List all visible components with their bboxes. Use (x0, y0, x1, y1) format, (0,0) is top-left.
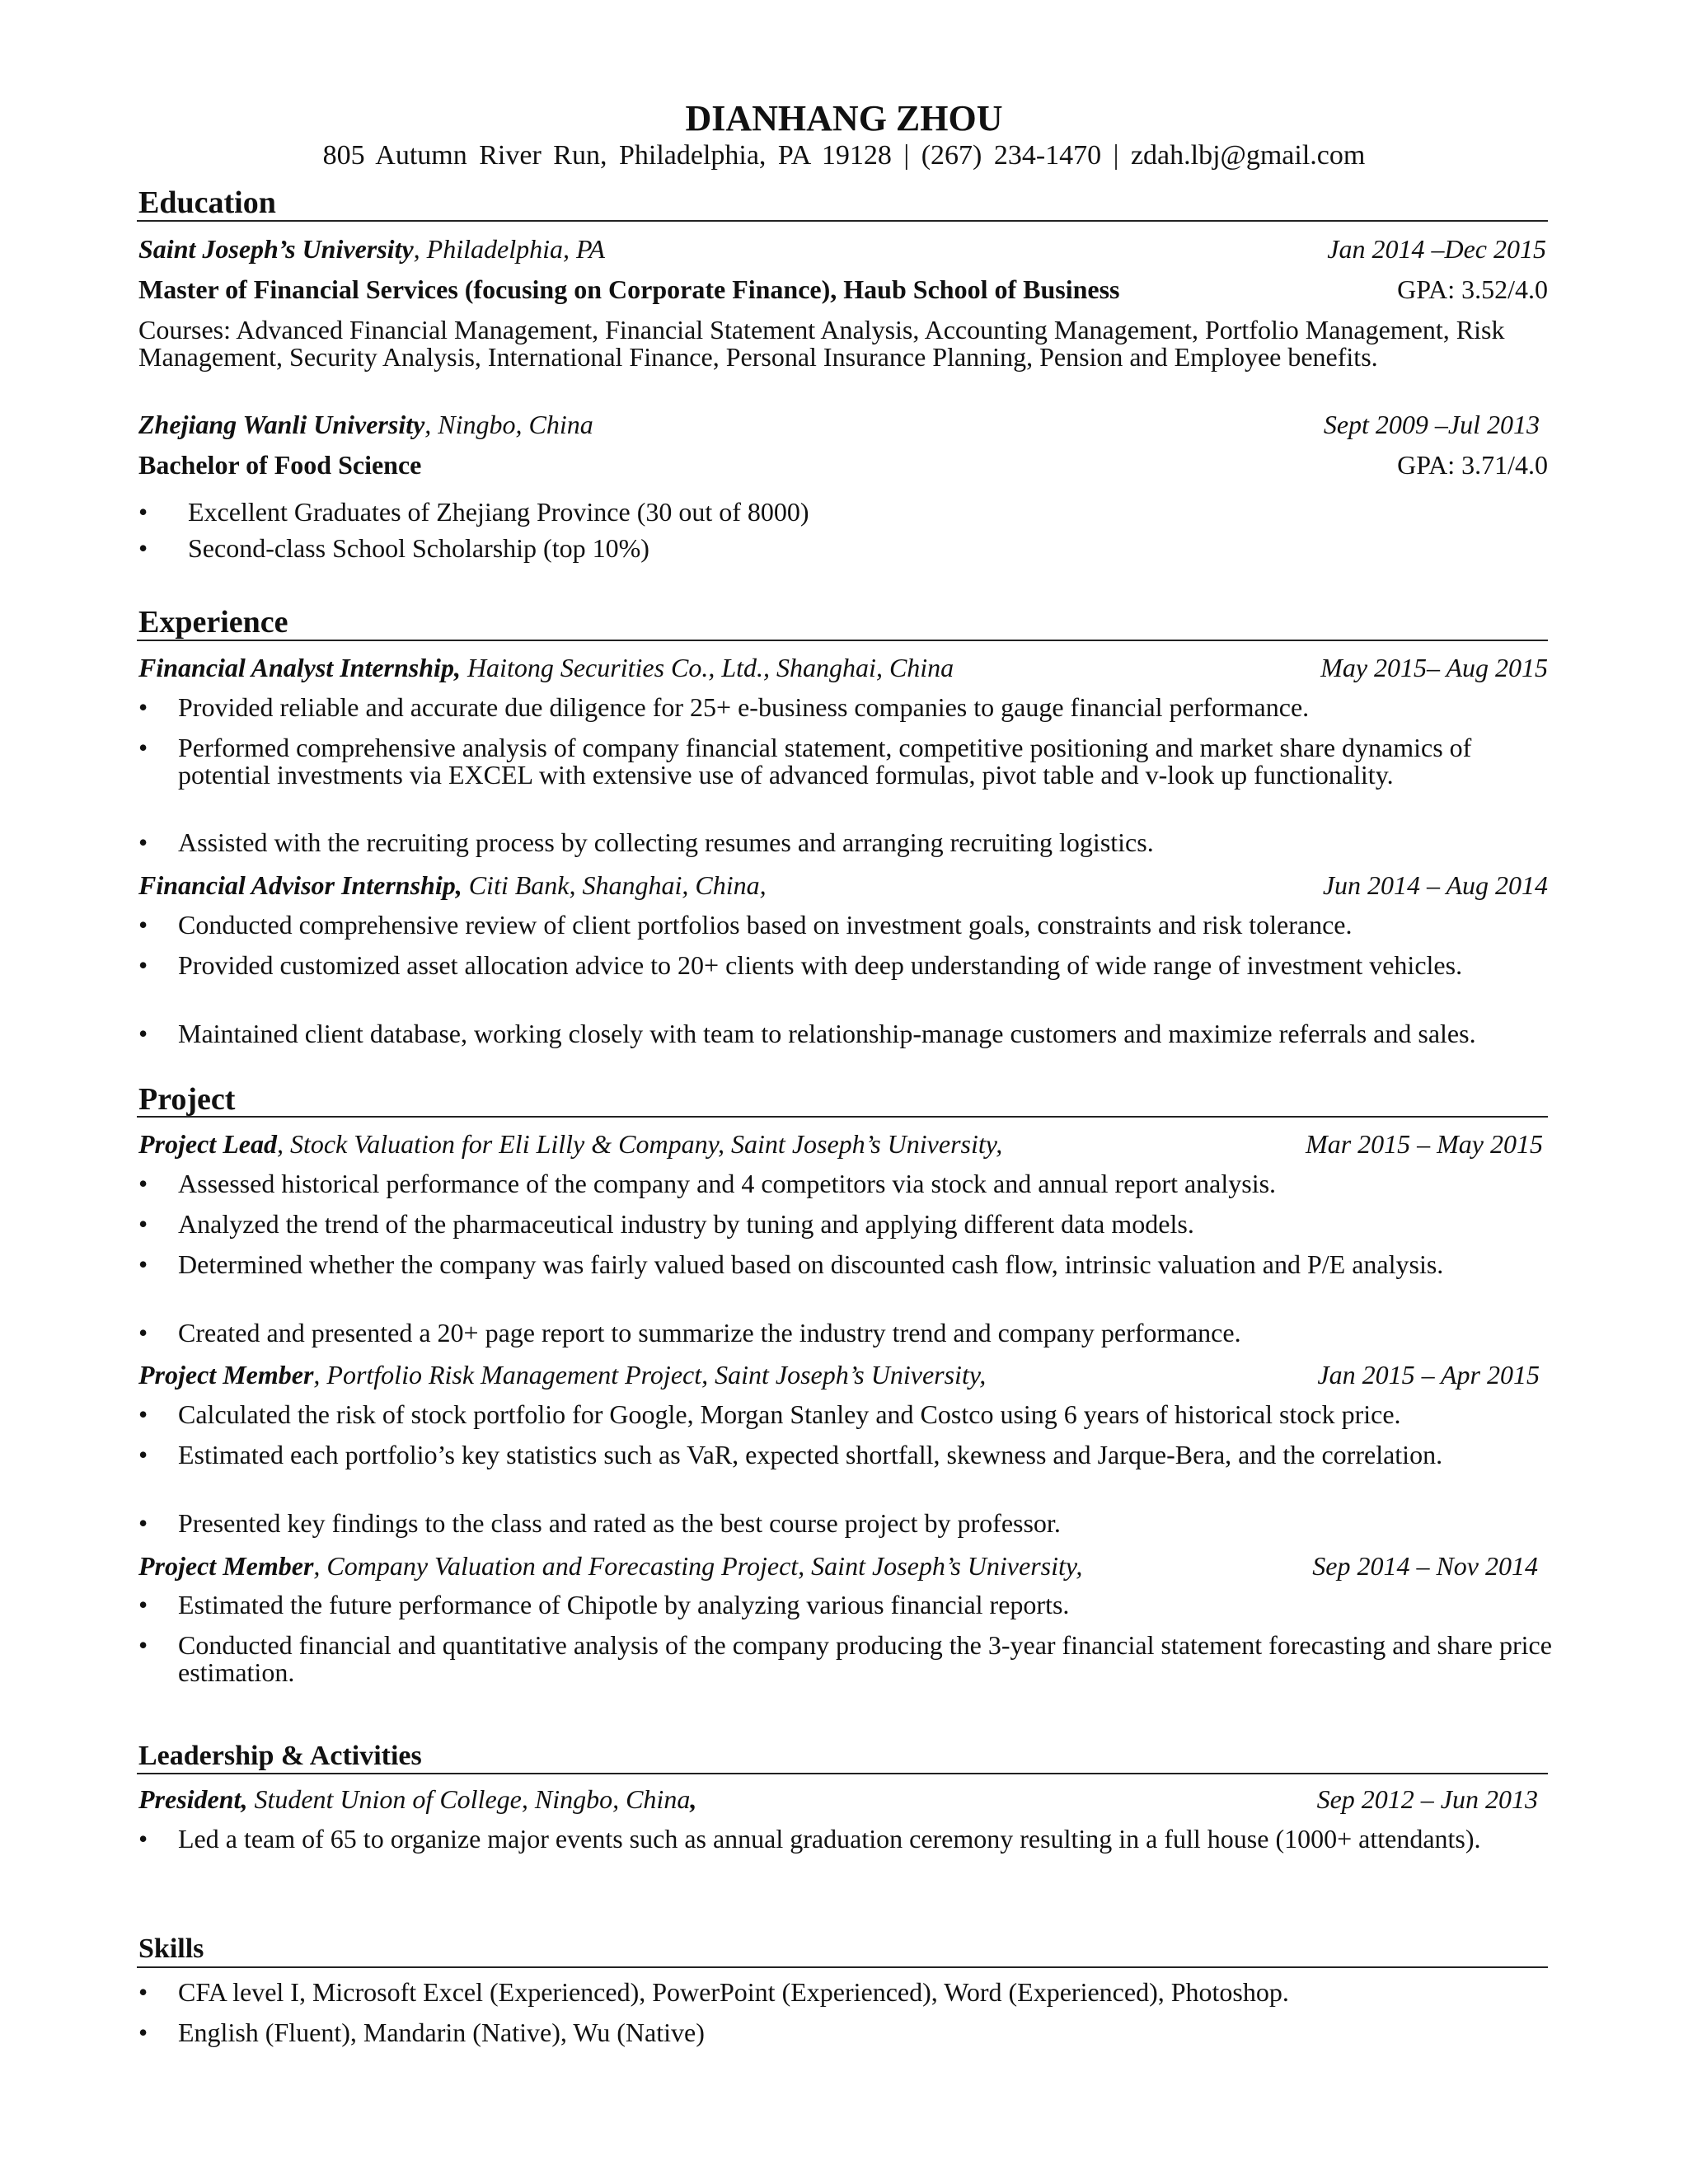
role-title: Project Member (138, 1360, 314, 1390)
list-item: • Conducted financial and quantitative analysis of the company producing the 3-year financial statement forecasting and share price estimation. (138, 1630, 1552, 1687)
list-item: • Provided reliable and accurate due diligence for 25+ e-business companies to gauge financial performance. (138, 692, 1310, 722)
project-dates: Sep 2014 – Nov 2014 (1312, 1551, 1538, 1581)
bullet-icon: • (138, 910, 148, 940)
list-item: • Estimated each portfolio’s key statistics such as VaR, expected shortfall, skewness and Jarque-Bera, and the correlation. (138, 1440, 1443, 1469)
experience-dates: May 2015– Aug 2015 (1320, 653, 1548, 682)
gpa: GPA: 3.52/4.0 (1397, 274, 1548, 304)
bullet-icon: • (138, 1318, 148, 1347)
section-divider (137, 220, 1548, 222)
project-dates: Jan 2015 – Apr 2015 (1317, 1360, 1540, 1390)
bullet-icon: • (138, 1019, 148, 1048)
section-title-skills: Skills (138, 1933, 204, 1964)
trailing-comma: , (690, 1784, 697, 1814)
bullet-icon: • (138, 1977, 148, 2007)
list-item: • Second-class School Scholarship (top 10%) (138, 533, 649, 563)
section-divider (137, 1116, 1548, 1118)
project-entry-header (138, 1129, 1002, 1160)
experience-dates: Jun 2014 – Aug 2014 (1322, 870, 1548, 900)
bullet-icon: • (138, 1508, 148, 1538)
organization: , Company Valuation and Forecasting Project, Saint Joseph’s University, (313, 1551, 1083, 1581)
project-entry-header (138, 1360, 986, 1390)
candidate-name: DIANHANG ZHOU (685, 98, 1003, 138)
bullet-icon: • (138, 533, 148, 563)
gpa: GPA: 3.71/4.0 (1397, 450, 1548, 480)
list-item: • CFA level I, Microsoft Excel (Experienced), PowerPoint (Experienced), Word (Experienced), Photoshop. (138, 1977, 1289, 2007)
bullet-icon: • (138, 1630, 148, 1660)
list-item: • Estimated the future performance of Chipotle by analyzing various financial reports. (138, 1590, 1070, 1619)
bullet-icon: • (138, 950, 148, 980)
list-item: • Assessed historical performance of the company and 4 competitors via stock and annual report analysis. (138, 1169, 1277, 1198)
degree-title: Master of Financial Services (focusing on Corporate Finance), Haub School of Business (138, 274, 1120, 304)
bullet-icon: • (138, 1249, 148, 1279)
project-entry-header (138, 1551, 1082, 1582)
school-name: Zhejiang Wanli University (138, 410, 425, 439)
organization: , Portfolio Risk Management Project, Saint Joseph’s University, (313, 1360, 987, 1390)
list-item: • Performed comprehensive analysis of company financial statement, competitive positioning and market share dynamics of potential investments via EXCEL with extensive use of advanced formulas, pivot table and v-look up functionality. (138, 733, 1472, 790)
courses-paragraph: Courses: Advanced Financial Management, Financial Statement Analysis, Accounting Management, Portfolio Management, Risk Management, Security Analysis, International Finance, Personal Insurance Planning, Pension and Employee benefits. (138, 315, 1505, 372)
list-item: • Provided customized asset allocation advice to 20+ clients with deep understanding of wide range of investment vehicles. (138, 950, 1463, 980)
role-title: President, (138, 1784, 248, 1814)
section-title-project: Project (138, 1082, 236, 1117)
section-title-experience: Experience (138, 605, 288, 640)
bullet-icon: • (138, 497, 148, 527)
section-divider (137, 1966, 1548, 1968)
organization: Student Union of College, Ningbo, China (247, 1784, 691, 1814)
list-item: • Assisted with the recruiting process by collecting resumes and arranging recruiting logistics. (138, 827, 1154, 857)
experience-entry-header (138, 653, 954, 683)
list-item: • Excellent Graduates of Zhejiang Province (30 out of 8000) (138, 497, 809, 527)
experience-entry-header (138, 870, 767, 901)
education-dates: Jan 2014 –Dec 2015 (1327, 234, 1546, 264)
role-title: Financial Advisor Internship, (138, 870, 462, 900)
role-title: Project Lead (138, 1129, 277, 1159)
leadership-dates: Sep 2012 – Jun 2013 (1316, 1784, 1538, 1814)
organization: , Stock Valuation for Eli Lilly & Company, Saint Joseph’s University, (276, 1129, 1003, 1159)
project-dates: Mar 2015 – May 2015 (1306, 1129, 1543, 1159)
bullet-icon: • (138, 1590, 148, 1619)
list-item: • Maintained client database, working closely with team to relationship-manage customers and maximize referrals and sales. (138, 1019, 1476, 1048)
bullet-icon: • (138, 827, 148, 857)
section-title-education: Education (138, 185, 276, 220)
leadership-entry-header (138, 1784, 696, 1815)
bullet-icon: • (138, 1169, 148, 1198)
list-item: • Analyzed the trend of the pharmaceutical industry by tuning and applying different data models. (138, 1209, 1194, 1239)
school-name: Saint Joseph’s University (138, 234, 414, 264)
role-title: Financial Analyst Internship, (138, 653, 461, 682)
school-location: , Philadelphia, PA (413, 234, 605, 264)
school-location: , Ningbo, China (424, 410, 593, 439)
education-dates: Sept 2009 –Jul 2013 (1323, 410, 1540, 439)
bullet-icon: • (138, 2018, 148, 2047)
education-entry-header (138, 234, 605, 265)
bullet-icon: • (138, 1399, 148, 1429)
section-divider (137, 1773, 1548, 1774)
list-item: • English (Fluent), Mandarin (Native), Wu (Native) (138, 2018, 705, 2047)
list-item: • Presented key findings to the class and rated as the best course project by professor. (138, 1508, 1061, 1538)
role-title: Project Member (138, 1551, 314, 1581)
section-divider (137, 640, 1548, 641)
list-item: • Created and presented a 20+ page report to summarize the industry trend and company performance. (138, 1318, 1241, 1347)
education-entry-header (138, 410, 593, 440)
list-item: • Led a team of 65 to organize major events such as annual graduation ceremony resulting in a full house (1000+ attendants). (138, 1824, 1481, 1854)
contact-line: 805 Autumn River Run, Philadelphia, PA 19128 | (267) 234-1470 | zdah.lbj@gmail.com (322, 140, 1366, 171)
bullet-icon: • (138, 692, 148, 722)
list-item: • Calculated the risk of stock portfolio for Google, Morgan Stanley and Costco using 6 years of historical stock price. (138, 1399, 1401, 1429)
bullet-icon: • (138, 1440, 148, 1469)
organization: Haitong Securities Co., Ltd., Shanghai, China (460, 653, 954, 682)
organization: Citi Bank, Shanghai, China, (462, 870, 767, 900)
list-item: • Determined whether the company was fairly valued based on discounted cash flow, intrinsic valuation and P/E analysis. (138, 1249, 1444, 1279)
bullet-icon: • (138, 1209, 148, 1239)
bullet-icon: • (138, 733, 148, 762)
bullet-icon: • (138, 1824, 148, 1854)
list-item: • Conducted comprehensive review of client portfolios based on investment goals, constraints and risk tolerance. (138, 910, 1353, 940)
section-title-leadership: Leadership & Activities (138, 1741, 422, 1771)
degree-title: Bachelor of Food Science (138, 450, 422, 480)
